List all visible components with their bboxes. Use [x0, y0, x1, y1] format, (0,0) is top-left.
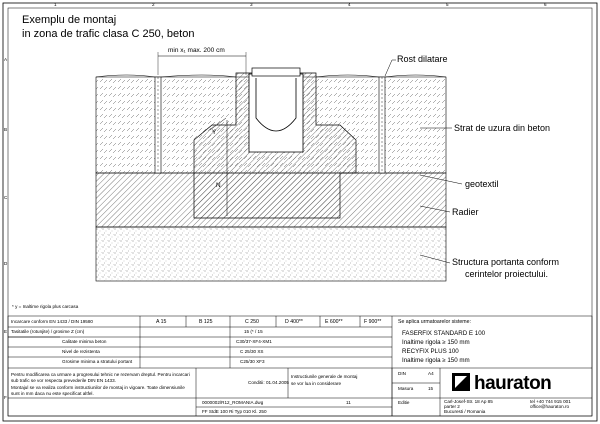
border-letter-e: E — [4, 329, 8, 334]
border-number-5: 5 — [446, 2, 449, 7]
class-f900: F 900** — [364, 319, 382, 325]
class-a15: A 15 — [156, 319, 167, 325]
drawing-title-line1: Exemplu de montaj — [22, 14, 117, 26]
marker-y: Y — [212, 129, 217, 136]
border-letter-f: F — [4, 395, 7, 400]
border-letter-d: D — [4, 261, 8, 266]
row-thickness-value: 15 (* / 15 — [244, 329, 263, 334]
row-resistance-value: C 25/30 XS — [240, 349, 264, 354]
drawing-ref: FF StdE 100 Ri Typ 010 Kl. 250 — [202, 409, 267, 414]
border-number-2: 2 — [152, 2, 155, 7]
drawing-number: 11 — [346, 400, 351, 405]
file-name: 0000002/R12_ROMANIA.dwg — [202, 400, 264, 405]
class-e600: E 600** — [325, 319, 343, 325]
row-thickness-label: Tasitatile (rotunjite) / grosime Z (cm) — [11, 329, 85, 334]
dimension-label: min x₁ max. 200 cm — [168, 47, 225, 54]
callout-strat-uzura: Strat de uzura din beton — [454, 123, 551, 133]
row-concrete-label: Calitate minima beton — [62, 339, 107, 344]
border-number-1: 1 — [54, 2, 57, 7]
callout-geotextil: geotextil — [465, 179, 499, 189]
address-line-1: Carl-Josef-Str. 18 Ap 85 — [444, 399, 493, 404]
doc-title-1: Instructiunile generale de montaj — [291, 374, 358, 379]
class-b125: B 125 — [199, 319, 213, 325]
row-load-label: Incarcare conform EN 1433 / DIN 19580 — [11, 319, 93, 324]
edition-label: Editie — [398, 400, 410, 405]
spec-table — [8, 316, 592, 416]
address-line-2: parter 2 — [444, 404, 460, 409]
row-resistance-label: Nivel de rezistenta — [62, 349, 100, 354]
footer-notes-1: Pentru modificarea ca urmare a progresului tehnic ne rezervam dreptul. Pentru incarcari sub trafic se vor respecta prevederile DIN EN 1433. — [11, 372, 190, 383]
marker-n: N — [216, 182, 221, 189]
system-line-1: FASERFIX STANDARD E 100 — [402, 330, 486, 337]
systems-title: Se aplica urmatoarelor sisteme: — [398, 319, 471, 325]
callout-rost-dilatare: Rost dilatare — [397, 54, 448, 64]
address-line-3: Bucuresti / Romania — [444, 409, 486, 414]
system-line-2: Inaltime rigola ≥ 150 mm — [402, 339, 470, 346]
class-d400: D 400** — [285, 319, 303, 325]
footnote: * y = Inaltime rigola plus carcasa — [12, 304, 79, 309]
border-letter-c: C — [4, 195, 8, 200]
doc-title-2: se vor lua in considerare — [291, 381, 342, 386]
row-bearing-value: C25/30 XF3 — [240, 359, 265, 364]
border-number-6: 6 — [544, 2, 547, 7]
bearing-structure — [96, 227, 446, 281]
system-line-4: Inaltime rigola ≥ 150 mm — [402, 357, 470, 364]
callout-structura-line2: cerintelor proiectului. — [465, 269, 549, 279]
phone: tel +40 744 915 001 — [530, 399, 571, 404]
email: office@hauraton.ro — [530, 404, 570, 409]
class-c250: C 250 — [245, 319, 259, 325]
din-value: A4 — [428, 371, 434, 376]
border-letter-b: B — [4, 127, 8, 132]
system-line-3: RECYFIX PLUS 100 — [402, 348, 459, 355]
din-label: DIN — [398, 371, 406, 376]
condition-value: 01.04.2005 — [266, 380, 289, 385]
border-letter-a: A — [4, 57, 8, 62]
brand-name: hauraton — [474, 373, 552, 394]
drain-channel — [249, 74, 303, 152]
row-concrete-value: C30/37-XF4-XM1 — [236, 339, 272, 344]
condition-label: Conditii: — [248, 380, 265, 385]
footer-notes-2: Montajul se va realiza conform instructiunilor de montaj in vigoare. Toate dimensiunile sunt in mm daca nu este specificat altfel. — [11, 385, 185, 396]
drawing-title-line2: in zona de trafic clasa C 250, beton — [22, 28, 195, 40]
row-bearing-label: Grosime minima a stratului portant — [62, 359, 133, 364]
sheet-value: 15 — [428, 386, 434, 391]
border-number-4: 4 — [348, 2, 351, 7]
callout-radier: Radier — [452, 207, 479, 217]
callout-structura-line1: Structura portanta conform — [452, 257, 560, 267]
sheet-label: Masura — [398, 386, 414, 391]
border-number-3: 3 — [250, 2, 253, 7]
